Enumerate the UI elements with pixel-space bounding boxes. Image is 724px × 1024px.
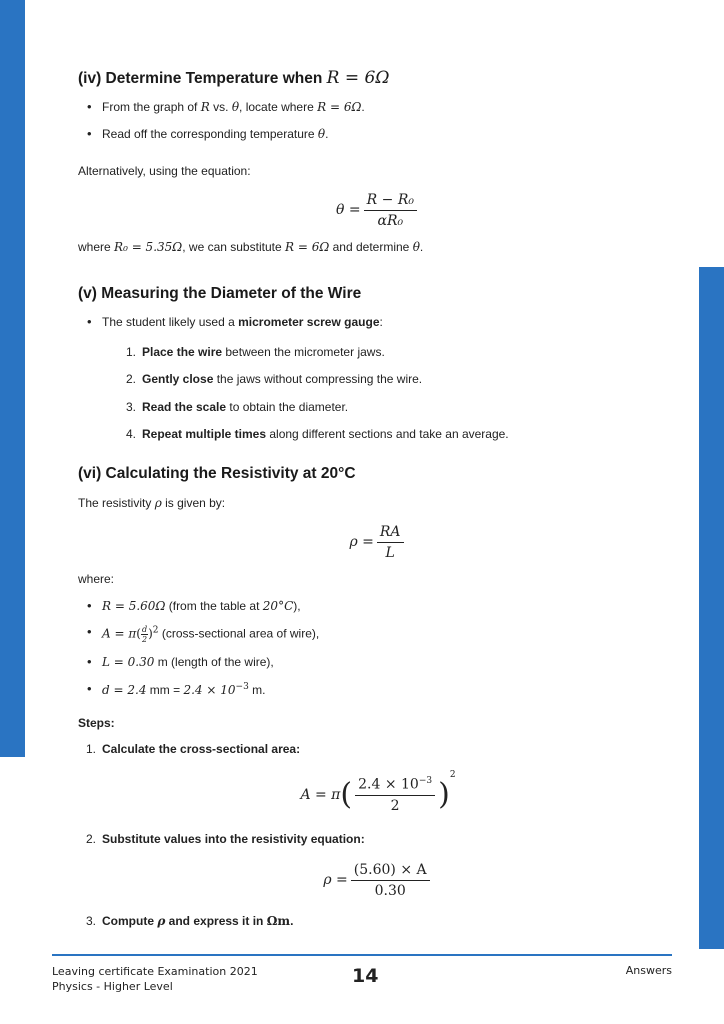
resistivity-equation: ρ = $\frac{RA}{L}$ (78, 522, 678, 562)
alternative-text: Alternatively, using the equation: (78, 164, 251, 178)
left-accent-bar (0, 0, 25, 757)
resistivity-intro: The resistivity ρ is given by: (78, 496, 226, 510)
footer-exam-title: Leaving certificate Examination 2021 (52, 965, 258, 978)
footer-divider (52, 954, 672, 956)
micrometer-step-4: 4. Repeat multiple times along different sections and take an average. (126, 427, 509, 441)
variable-r-bullet: • R = 5.60Ω (from the table at 20°C), (102, 599, 301, 613)
micrometer-step-2: 2. Gently close the jaws without compressing the wire. (126, 372, 423, 386)
variable-a-bullet: • A = π( $\frac{d}{2}$ )$^2$ (cross-sectional area of wire), (102, 625, 319, 644)
variable-d-bullet: • d = 2.4 mm = $2.4 \times 10^{-3}$ m. (102, 682, 266, 697)
calc-step-2: 2. Substitute values into the resistivity equation: (86, 832, 365, 846)
resistivity-substitution-equation: ρ = $\frac{(5.60) \times A}{0.30}$ (78, 858, 678, 902)
footer-subject: Physics - Higher Level (52, 980, 173, 993)
section-iv-bullet-1: • From the graph of R vs. θ, locate where R = 6Ω. (102, 100, 365, 114)
right-accent-bar (699, 267, 724, 949)
page-number: 14 (352, 965, 379, 987)
area-equation: A = π ( $\frac{2.4 \times 10^{-3}}{2}$ ) 2 (300, 770, 456, 814)
variable-l-bullet: • L = 0.30 m (length of the wire), (102, 655, 274, 669)
section-v-heading: (v) Measuring the Diameter of the Wire (78, 285, 362, 302)
temperature-equation: θ = $\frac{\text{R − R₀}}{\text{αR₀}}$ (78, 190, 678, 230)
section-vi-heading: (vi) Calculating the Resistivity at 20°C (78, 465, 356, 482)
section-iv-bullet-2: • Read off the corresponding temperature θ. (102, 127, 329, 141)
micrometer-step-3: 3. Read the scale to obtain the diameter. (126, 400, 349, 414)
where-label: where: (78, 572, 115, 586)
footer-section-label: Answers (625, 964, 672, 977)
calc-step-1: 1. Calculate the cross-sectional area: (86, 742, 301, 756)
calc-step-3: 3. Compute ρ and express it in Ωm. (86, 914, 294, 928)
steps-label: Steps: (78, 716, 115, 730)
footer-exam-info (52, 964, 258, 994)
where-r0-text: where R₀ = 5.35Ω, we can substitute R = 6Ω and determine θ. (78, 240, 424, 254)
section-v-bullet: • The student likely used a micrometer screw gauge: (102, 315, 383, 329)
section-iv-heading: (iv) Determine Temperature when R = 6Ω (78, 68, 390, 88)
micrometer-step-1: 1. Place the wire between the micrometer jaws. (126, 345, 385, 359)
